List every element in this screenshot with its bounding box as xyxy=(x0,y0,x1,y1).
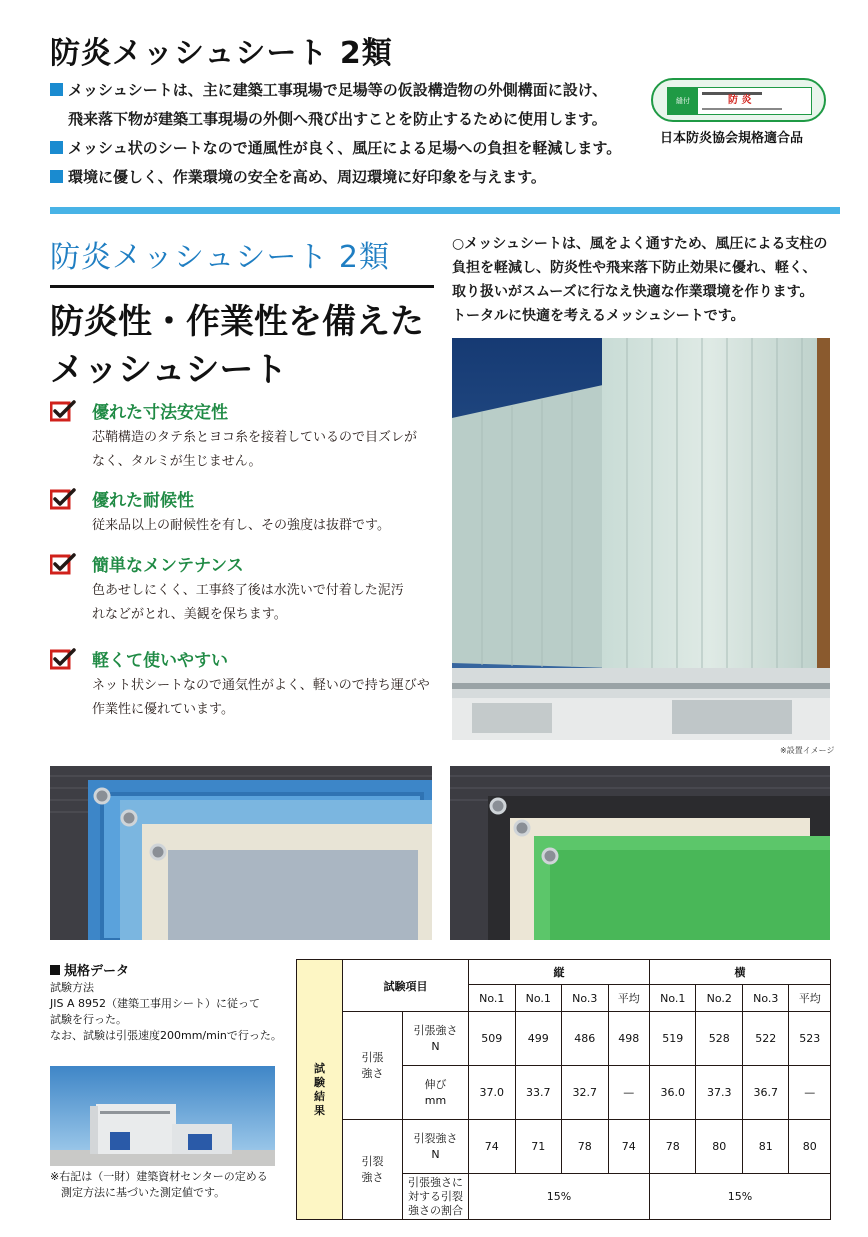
table-cell: 74 xyxy=(469,1120,516,1174)
intro-bullets xyxy=(50,76,650,192)
spec-data-table xyxy=(296,959,831,1220)
feature-body: 芯鞘構造のタテ糸とヨコ糸を接着しているので目ズレが なく、タルミが生じません。 xyxy=(92,430,418,469)
bullet-square-icon xyxy=(50,141,63,154)
table-col-header: No.3 xyxy=(562,985,609,1012)
feature-body: 従来品以上の耐候性を有し、その強度は抜群です。 xyxy=(92,518,390,533)
table-cell: 37.3 xyxy=(696,1066,743,1120)
image-caption: ※設置イメージ xyxy=(780,746,835,755)
checkbox-icon xyxy=(50,488,76,510)
mesh-sheet-blue-white-photo xyxy=(50,766,432,940)
table-cell: 80 xyxy=(789,1120,831,1174)
table-cell: 486 xyxy=(562,1012,609,1066)
bullet-item-continued: 飛来落下物が建築工事現場の外側へ飛び出すことを防止するために使用します。 xyxy=(68,110,607,128)
table-col-header: 平均 xyxy=(789,985,831,1012)
checkbox-icon xyxy=(50,648,76,670)
table-col-header: No.3 xyxy=(742,985,789,1012)
table-cell: 32.7 xyxy=(562,1066,609,1120)
product-subtitle: 防炎メッシュシート 2類 xyxy=(50,240,391,275)
heading-divider xyxy=(50,285,434,288)
table-cell: 36.7 xyxy=(742,1066,789,1120)
table-cell: 74 xyxy=(608,1120,649,1174)
table-cell: 15% xyxy=(469,1174,650,1220)
table-cell: 78 xyxy=(649,1120,696,1174)
cert-mark-text: 防 炎 xyxy=(728,95,752,106)
table-col-header: No.1 xyxy=(469,985,516,1012)
table-cell: 509 xyxy=(469,1012,516,1066)
table-cell: 528 xyxy=(696,1012,743,1066)
spec-test-method: 試験方法 JIS A 8952（建築工事用シート）に従って 試験を行った。 なお、試験は引張速度200mm/minで行った。 xyxy=(50,981,282,1042)
table-col-header: No.1 xyxy=(649,985,696,1012)
table-group-header-yoko: 横 xyxy=(649,960,830,985)
feature-title: 優れた寸法安定性 xyxy=(92,403,228,423)
table-col-header: 平均 xyxy=(608,985,649,1012)
table-row-label: 伸び mm xyxy=(403,1066,469,1120)
table-cell: 80 xyxy=(696,1120,743,1174)
table-cell: — xyxy=(789,1066,831,1120)
product-intro: ○メッシュシートは、風をよく通すため、風圧による支柱の 負担を軽減し、防炎性や飛来落下防止効果に優れ、軽く、 取り扱いがスムーズに行なえ快適な作業環境を作ります。 トータルに快適を考えるメッシュシートです。 xyxy=(452,236,828,324)
table-cell: 71 xyxy=(515,1120,562,1174)
feature-body: ネット状シートなので通気性がよく、軽いので持ち運びや 作業性に優れています。 xyxy=(92,678,430,717)
bullet-square-icon xyxy=(50,83,63,96)
square-bullet-icon xyxy=(50,965,60,975)
table-col-header: No.1 xyxy=(515,985,562,1012)
cert-left-tag: 縫付 xyxy=(668,88,698,114)
feature-title: 簡単なメンテナンス xyxy=(92,556,244,576)
table-cell: 519 xyxy=(649,1012,696,1066)
certification-caption: 日本防炎協会規格適合品 xyxy=(660,131,804,146)
table-row-label: 引張強さ N xyxy=(403,1012,469,1066)
table-group-label: 引張 強さ xyxy=(343,1012,403,1120)
table-cell: 523 xyxy=(789,1012,831,1066)
section-divider xyxy=(50,207,840,214)
feature-body: 色あせしにくく、工事終了後は水洗いで付着した泥汚 れなどがとれ、美観を保ちます。 xyxy=(92,583,404,622)
feature-title: 優れた耐候性 xyxy=(92,491,194,511)
table-cell: 499 xyxy=(515,1012,562,1066)
checkbox-icon xyxy=(50,553,76,575)
product-heading: 防炎性・作業性を備えた メッシュシート xyxy=(50,302,424,390)
bullet-item: メッシュ状のシートなので通風性が良く、風圧による足場への負担を軽減します。 xyxy=(50,134,650,163)
bullet-item: メッシュシートは、主に建築工事現場で足場等の仮設構造物の外側構面に設け、 xyxy=(50,76,650,105)
table-cell: 36.0 xyxy=(649,1066,696,1120)
certification-label-image xyxy=(651,78,826,122)
bullet-item: 環境に優しく、作業環境の安全を高め、周辺環境に好印象を与えます。 xyxy=(50,163,650,192)
spec-section-label: 規格データ xyxy=(50,960,129,979)
checkbox-icon xyxy=(50,400,76,422)
table-side-label: 試 験 結 果 xyxy=(297,960,343,1220)
table-cell: 522 xyxy=(742,1012,789,1066)
table-cell: 37.0 xyxy=(469,1066,516,1120)
table-group-header-tate: 縦 xyxy=(469,960,650,985)
building-installation-photo xyxy=(452,338,830,740)
table-row-label: 引張強さに 対する引裂 強さの割合 xyxy=(403,1174,469,1220)
table-group-label: 引裂 強さ xyxy=(343,1120,403,1220)
bullet-square-icon xyxy=(50,170,63,183)
table-row-label: 引裂強さ N xyxy=(403,1120,469,1174)
mesh-sheet-black-green-photo xyxy=(450,766,830,940)
table-cell: 498 xyxy=(608,1012,649,1066)
page-title: 防炎メッシュシート 2類 xyxy=(50,36,393,71)
testing-lab-building-photo xyxy=(50,1066,275,1166)
feature-title: 軽くて使いやすい xyxy=(92,651,228,671)
table-col-header: No.2 xyxy=(696,985,743,1012)
table-cell: 78 xyxy=(562,1120,609,1174)
table-cell: 81 xyxy=(742,1120,789,1174)
table-cell: 33.7 xyxy=(515,1066,562,1120)
spec-note: ※右記は（一財）建築資材センターの定める 測定方法に基づいた測定値です。 xyxy=(50,1170,268,1199)
table-item-header: 試験項目 xyxy=(343,960,469,1012)
table-cell: 15% xyxy=(649,1174,830,1220)
table-cell: — xyxy=(608,1066,649,1120)
